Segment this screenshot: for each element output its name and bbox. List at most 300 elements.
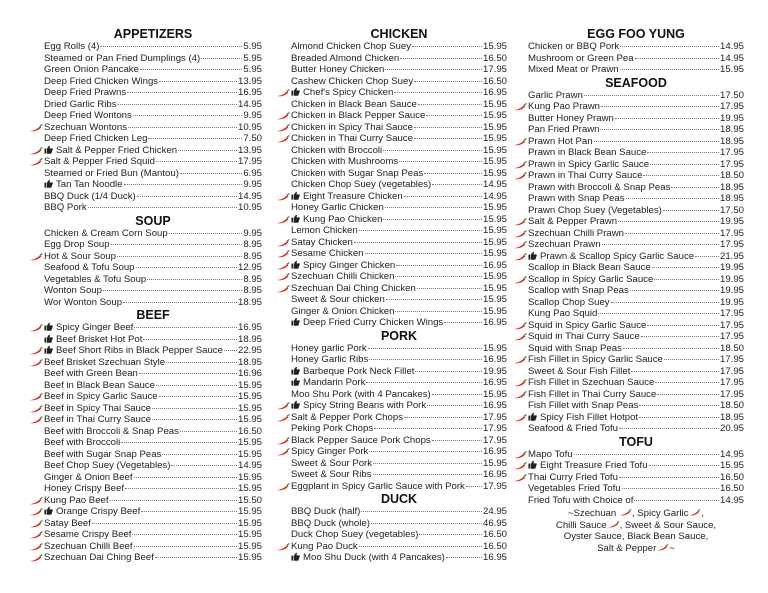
chili-icon	[276, 262, 290, 270]
menu-item-name	[528, 101, 600, 113]
leader-dots	[432, 440, 482, 441]
leader-dots	[169, 233, 243, 234]
menu-item	[44, 110, 262, 122]
menu-item-name	[44, 156, 155, 168]
menu-item-price: 15.95	[482, 248, 507, 259]
leader-dots	[373, 463, 482, 464]
chili-icon	[276, 448, 290, 456]
menu-item	[44, 99, 262, 111]
menu-item-price: 15.95	[719, 460, 744, 471]
thumbs-up-icon	[291, 366, 300, 375]
leader-dots	[444, 322, 482, 323]
menu-column-2	[291, 27, 507, 564]
leader-dots	[655, 382, 719, 383]
leader-dots	[152, 419, 237, 420]
item-name-text: Thai Curry Fried Tofu	[528, 471, 618, 483]
menu-item-name	[528, 377, 654, 389]
chili-icon	[29, 253, 43, 261]
menu-item-price: 18.95	[719, 181, 744, 193]
menu-item	[291, 237, 507, 249]
leader-dots	[100, 46, 242, 47]
menu-item-name	[44, 483, 124, 495]
item-name-text: Salt & Pepper Fried Squid	[44, 156, 155, 167]
menu-item-price: 15.95	[482, 213, 507, 225]
menu-item-price: 8.95	[243, 273, 262, 285]
item-name-text: BBQ Pork	[44, 202, 87, 213]
menu-item	[528, 182, 744, 194]
menu-item-name	[528, 53, 634, 65]
menu-item-name	[291, 260, 395, 272]
menu-item	[44, 228, 262, 240]
menu-item-price: 17.95	[719, 365, 744, 377]
menu-item-name	[44, 262, 135, 274]
menu-item-price: 17.95	[719, 354, 744, 365]
leader-dots	[625, 233, 719, 234]
menu-item	[528, 412, 744, 424]
leader-dots	[134, 546, 237, 547]
chili-icon	[29, 324, 43, 332]
menu-item	[291, 283, 507, 295]
item-name-text: Deep Fried Wontons	[44, 110, 132, 121]
menu-item-name	[291, 122, 413, 134]
leader-dots	[647, 325, 719, 326]
menu-item-name	[44, 426, 179, 438]
menu-item-price: 18.95	[237, 333, 262, 345]
menu-item	[291, 294, 507, 306]
chili-icon	[276, 250, 290, 258]
leader-dots	[148, 138, 242, 139]
item-name-text: Beef with Broccoli & Snap Peas	[44, 425, 179, 437]
section-header: SEAFOOD	[605, 75, 667, 90]
menu-item	[291, 133, 507, 145]
leader-dots	[365, 253, 482, 254]
leader-dots	[201, 58, 242, 59]
leader-dots	[386, 299, 482, 300]
menu-item-name	[44, 529, 131, 541]
menu-item	[291, 41, 507, 53]
menu-item	[528, 285, 744, 297]
leader-dots	[366, 382, 482, 383]
menu-item	[44, 297, 262, 309]
leader-dots	[224, 350, 237, 351]
menu-item	[291, 435, 507, 447]
leader-dots	[134, 327, 237, 328]
menu-item-name	[528, 449, 573, 461]
leader-dots	[584, 95, 719, 96]
leader-dots	[383, 150, 482, 151]
menu-item-name	[528, 136, 593, 148]
menu-item-name	[291, 541, 358, 553]
menu-item	[528, 320, 744, 332]
menu-item-name	[528, 366, 630, 378]
thumbs-up-icon	[291, 260, 300, 269]
menu-item-price: 14.95	[237, 460, 262, 471]
item-name-text: Kung Pao Beef	[44, 494, 109, 506]
leader-dots	[419, 534, 482, 535]
leader-dots	[385, 69, 482, 70]
menu-item-price: 18.95	[719, 193, 744, 204]
menu-item-name	[44, 437, 120, 449]
item-name-text: Szechuan Dai Ching Beef	[44, 552, 154, 563]
menu-item-price: 14.95	[237, 190, 262, 202]
item-name-text: Spicy Ginger Beef	[56, 322, 134, 333]
menu-item	[44, 437, 262, 449]
menu-item-price: 20.95	[719, 423, 744, 434]
item-name-text: Salt & Pepper Prawn	[528, 216, 618, 227]
menu-item-price: 17.95	[482, 64, 507, 75]
tofu-sauce-choices: ~Szechuan , Spicy Garlic , Chilli Sauce , Sweet & Sour Sauce, Oyster Sauce, Black Bean Sauce, Salt & Pepper ~	[528, 508, 744, 554]
menu-item-name	[291, 64, 384, 76]
menu-item-price: 15.50	[237, 494, 262, 506]
item-name-text: Breaded Almond Chicken	[291, 52, 400, 64]
leader-dots	[615, 118, 719, 119]
item-name-text: Prawn in Black Bean Sauce	[528, 147, 647, 158]
menu-item-name	[44, 460, 170, 472]
chili-icon	[276, 285, 290, 293]
menu-item	[528, 400, 744, 412]
chili-icon	[513, 230, 527, 238]
menu-item	[44, 41, 262, 53]
item-name-text: Eight Treasure Fried Tofu	[540, 460, 648, 471]
menu-item	[528, 449, 744, 461]
item-name-text: BBQ Duck (whole)	[291, 517, 370, 529]
item-name-text: BBQ Duck (1/4 Duck)	[44, 190, 136, 202]
menu-item-name	[291, 435, 431, 447]
menu-item	[528, 423, 744, 435]
item-name-text: Fish Fillet in Thai Curry Sauce	[528, 388, 657, 400]
menu-item	[291, 260, 507, 272]
menu-item-name	[291, 248, 364, 260]
section-header: APPETIZERS	[113, 27, 193, 41]
leader-dots	[620, 69, 719, 70]
leader-dots	[647, 152, 719, 153]
menu-item-name	[44, 133, 147, 145]
item-name-text: Eight Treasure Chicken	[303, 190, 403, 202]
menu-item	[291, 343, 507, 355]
leader-dots	[140, 69, 242, 70]
chili-icon	[29, 359, 43, 367]
menu-item-price: 18.95	[719, 135, 744, 147]
menu-item-name	[44, 168, 179, 180]
item-name-text: Scallop Chop Suey	[528, 296, 610, 308]
menu-item-price: 15.95	[237, 379, 262, 391]
menu-item-name	[528, 228, 624, 240]
menu-item-price: 15.95	[237, 437, 262, 448]
menu-item-name	[528, 205, 662, 217]
menu-item	[44, 380, 262, 392]
chili-icon	[688, 508, 701, 515]
leader-dots	[359, 230, 482, 231]
menu-item-price: 8.95	[243, 250, 262, 262]
menu-item	[291, 400, 507, 412]
item-name-text: Chef's Spicy Chicken	[303, 87, 394, 98]
leader-dots	[171, 465, 237, 466]
leader-dots	[373, 474, 482, 475]
leader-dots	[671, 187, 719, 188]
menu-item-name	[44, 334, 142, 346]
section-header: PORK	[380, 328, 418, 343]
item-name-text: Chicken with Mushrooms	[291, 156, 399, 167]
leader-dots	[611, 302, 719, 303]
item-name-text: Orange Crispy Beef	[56, 506, 141, 517]
leader-dots	[132, 534, 237, 535]
menu-item-price: 16.95	[482, 259, 507, 271]
item-name-text: Honey Crispy Beef	[44, 483, 124, 494]
menu-item	[44, 251, 262, 263]
menu-item-price: 7.50	[243, 133, 262, 144]
menu-item-price: 10.95	[237, 121, 262, 133]
menu-item-name	[291, 133, 413, 145]
chili-icon	[619, 508, 632, 515]
section-header: BEEF	[136, 308, 170, 322]
menu-item-name	[44, 380, 155, 392]
menu-item	[291, 191, 507, 203]
item-name-text: Beef in Thai Curry Sauce	[44, 414, 152, 425]
menu-item-price: 17.50	[719, 204, 744, 216]
leader-dots	[601, 106, 719, 107]
menu-item-name	[528, 159, 649, 171]
chili-icon	[513, 241, 527, 249]
menu-item-name	[44, 64, 139, 76]
leader-dots	[121, 442, 237, 443]
menu-item-price: 17.95	[482, 423, 507, 434]
menu-item	[44, 122, 262, 134]
item-name-text: Wor Wonton Soup	[44, 296, 123, 308]
chili-icon	[513, 474, 527, 482]
item-name-text: Cashew Chicken Chop Suey	[291, 75, 414, 87]
item-name-text: Chicken in Spicy Thai Sauce	[291, 121, 413, 133]
menu-item-price: 17.95	[719, 147, 744, 158]
menu-item-price: 9.95	[243, 227, 262, 239]
menu-item	[528, 113, 744, 125]
item-name-text: Egg Drop Soup	[44, 239, 110, 250]
menu-item-price: 14.95	[719, 41, 744, 52]
item-name-text: Fish Fillet in Spicy Garlic Sauce	[528, 354, 663, 365]
menu-item	[528, 297, 744, 309]
leader-dots	[650, 164, 719, 165]
menu-item-price: 17.50	[719, 89, 744, 101]
menu-item	[291, 377, 507, 389]
leader-dots	[143, 339, 237, 340]
menu-item-price: 16.96	[237, 368, 262, 379]
leader-dots	[127, 92, 237, 93]
leader-dots	[395, 276, 482, 277]
item-name-text: Seafood & Tofu Soup	[44, 262, 135, 273]
menu-item-name	[44, 110, 132, 122]
item-name-text: Sweet & Sour Pork	[291, 457, 373, 469]
menu-item-name	[528, 239, 601, 251]
item-name-text: Chicken in Thai Curry Sauce	[291, 133, 413, 144]
menu-item-name	[291, 271, 394, 283]
leader-dots	[400, 58, 482, 59]
menu-item	[291, 145, 507, 157]
item-name-text: Hot & Sour Soup	[44, 250, 116, 262]
menu-item	[291, 506, 507, 518]
menu-item-price: 15.95	[482, 236, 507, 248]
menu-item-price: 19.95	[719, 285, 744, 296]
menu-item-price: 18.95	[237, 356, 262, 368]
leader-dots	[180, 431, 237, 432]
item-name-text: Chicken or BBQ Pork	[528, 41, 620, 52]
menu-item-name	[44, 297, 122, 309]
item-name-text: Chicken with Sugar Snap Peas	[291, 167, 424, 179]
item-name-text: Duck Chop Suey (vegetables)	[291, 529, 419, 540]
menu-item-price: 18.50	[719, 170, 744, 181]
item-name-text: Prawn & Scallop Spicy Garlic Sauce	[540, 250, 695, 262]
menu-item-name	[291, 458, 372, 470]
chili-icon	[29, 508, 43, 516]
item-name-text: Kung Pao Duck	[291, 540, 358, 552]
chili-icon	[276, 193, 290, 201]
thumbs-up-icon	[291, 377, 300, 386]
item-name-text: Prawn Hot Pan	[528, 135, 593, 147]
item-name-text: Deep Fried Prawns	[44, 87, 127, 98]
menu-item-price: 13.95	[237, 144, 262, 156]
item-name-text: Mushroom or Green Pea	[528, 52, 634, 64]
menu-item-price: 9.95	[243, 179, 262, 190]
menu-item-name	[291, 294, 385, 306]
leader-dots	[634, 500, 719, 501]
menu-item-name	[291, 446, 368, 458]
leader-dots	[111, 244, 243, 245]
menu-item	[528, 377, 744, 389]
leader-dots	[415, 371, 482, 372]
leader-dots	[426, 115, 482, 116]
menu-item	[44, 414, 262, 426]
leader-dots	[623, 348, 719, 349]
menu-item-name	[44, 472, 133, 484]
menu-item-name	[528, 251, 694, 263]
menu-item-price: 15.95	[237, 448, 262, 460]
menu-item-name	[291, 53, 399, 65]
menu-item-price: 12.95	[237, 262, 262, 273]
chili-icon	[29, 158, 43, 166]
leader-dots	[141, 511, 237, 512]
item-name-text: Sesame Crispy Beef	[44, 529, 132, 540]
menu-item-name	[528, 216, 617, 228]
item-name-text: Sesame Chicken	[291, 248, 364, 259]
item-name-text: Fish Fillet with Snap Peas	[528, 400, 639, 411]
menu-item-price: 16.50	[237, 425, 262, 437]
leader-dots	[374, 428, 482, 429]
menu-item-price: 15.95	[482, 305, 507, 317]
menu-item-price: 15.95	[237, 483, 262, 494]
menu-item-price: 24.95	[482, 506, 507, 517]
menu-item-price: 19.95	[719, 112, 744, 124]
chili-icon	[29, 497, 43, 505]
chili-icon	[276, 239, 290, 247]
item-name-text: Kung Pao Chicken	[303, 213, 383, 225]
menu-item-price: 16.50	[482, 75, 507, 87]
item-name-text: Salt & Pepper Fried Chicken	[56, 144, 178, 156]
thumbs-up-icon	[291, 400, 300, 409]
leader-dots	[446, 557, 482, 558]
menu-item-name	[528, 90, 583, 102]
menu-item	[44, 191, 262, 203]
item-name-text: Almond Chicken Chop Suey	[291, 41, 411, 52]
item-name-text: Pan Fried Prawn	[528, 124, 600, 135]
leader-dots	[124, 184, 243, 185]
menu-item-price: 15.95	[482, 110, 507, 121]
menu-item-price: 16.95	[482, 469, 507, 480]
item-name-text: Beef with Sugar Snap Peas	[44, 448, 162, 460]
sauce-text: , Sweet & Sour Sauce,	[619, 519, 717, 531]
menu-item-price: 18.95	[237, 296, 262, 308]
menu-item-name	[291, 41, 411, 53]
menu-item-name	[291, 469, 372, 481]
menu-item	[528, 136, 744, 148]
leader-dots	[156, 385, 237, 386]
chili-icon	[607, 520, 620, 527]
menu-item-price: 9.95	[243, 110, 262, 121]
menu-item-name	[44, 76, 158, 88]
menu-item	[44, 426, 262, 438]
menu-item	[291, 168, 507, 180]
menu-item	[44, 334, 262, 346]
menu-item-price: 15.95	[482, 202, 507, 213]
menu-item-name	[291, 76, 413, 88]
chili-icon	[513, 356, 527, 364]
item-name-text: Barbeque Pork Neck Fillet	[303, 365, 415, 377]
chili-icon	[276, 543, 290, 551]
menu-item-name	[291, 366, 414, 378]
item-name-text: Fried Tofu with Choice of	[528, 494, 634, 506]
menu-item-name	[291, 306, 394, 318]
menu-item	[528, 251, 744, 263]
menu-item	[291, 423, 507, 435]
leader-dots	[404, 196, 482, 197]
sauce-text: Oyster Sauce, Black Bean Sauce,	[563, 531, 709, 543]
item-name-text: Eggplant in Spicy Garlic Sauce with Pork	[291, 480, 465, 492]
item-name-text: Beef in Spicy Thai Sauce	[44, 402, 152, 414]
menu-item	[528, 331, 744, 343]
item-name-text: Spicy Ginger Pork	[291, 446, 369, 457]
menu-item-price: 14.95	[237, 98, 262, 110]
menu-item	[44, 483, 262, 495]
chili-icon	[29, 520, 43, 528]
menu-item-price: 15.95	[482, 133, 507, 144]
menu-item-price: 16.50	[719, 483, 744, 494]
item-name-text: Scallop in Black Bean Sauce	[528, 262, 651, 273]
menu-item	[291, 87, 507, 99]
leader-dots	[118, 104, 237, 105]
menu-item	[44, 345, 262, 357]
menu-item-name	[44, 322, 133, 334]
menu-item-name	[291, 400, 426, 412]
menu-item-name	[44, 449, 161, 461]
menu-item-name	[44, 368, 138, 380]
section-header: SOUP	[135, 213, 171, 228]
menu-item-price: 19.95	[719, 262, 744, 273]
menu-item-name	[291, 518, 370, 530]
menu-item	[528, 193, 744, 205]
item-name-text: Chicken Chop Suey (vegetables)	[291, 179, 432, 190]
item-name-text: Moo Shu Duck (with 4 Pancakes)	[303, 552, 445, 563]
item-name-text: Scallop with Snap Peas	[528, 285, 629, 296]
sauce-text: Chilli Sauce	[555, 519, 607, 531]
menu-item	[291, 271, 507, 283]
leader-dots	[123, 302, 237, 303]
menu-item-name	[528, 389, 656, 401]
menu-item-price: 18.95	[719, 411, 744, 423]
leader-dots	[417, 288, 482, 289]
menu-item	[291, 248, 507, 260]
menu-item-name	[528, 182, 670, 194]
menu-item-price: 16.95	[482, 446, 507, 457]
leader-dots	[695, 256, 719, 257]
item-name-text: Szechuan Dai Ching Chicken	[291, 282, 416, 294]
leader-dots	[427, 405, 482, 406]
